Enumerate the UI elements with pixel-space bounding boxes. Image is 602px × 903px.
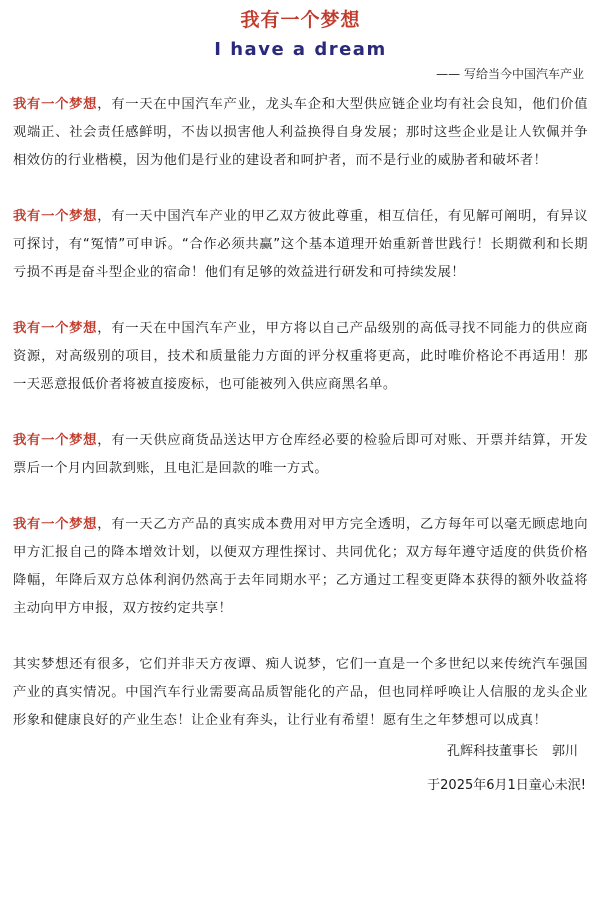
title-english: I have a dream	[214, 39, 387, 60]
paragraph-text: ，有一天乙方产品的真实成本费用对甲方完全透明，乙方每年可以毫无顾虑地向甲方汇报自己的降本增效计划，以便双方理性探讨、共同优化；双方每年遵守适度的供货价格降幅，年降后双方总体利润仍然高于去年同期水平；乙方通过工程变更降本获得的额外收益将主动向甲方申报，双方按约定共享！	[13, 517, 589, 616]
signature-name: 郭川	[551, 744, 578, 759]
paragraph-text: ，有一天在中国汽车产业，甲方将以自己产品级别的高低寻找不同能力的供应商资源，对高级别的项目，技术和质量能力方面的评分权重将更高，此时唯价格论不再适用！那一天恶意报低价者将被直接废标，也可能被列入供应商黑名单。	[13, 321, 589, 392]
paragraph-lead: 我有一个梦想	[13, 517, 98, 532]
title-chinese: 我有一个梦想	[240, 9, 361, 31]
paragraph-lead: 我有一个梦想	[13, 97, 98, 112]
paragraph-1	[13, 91, 588, 175]
closing-paragraph: 其实梦想还有很多，它们并非天方夜谭、痴人说梦，它们一直是一个多世纪以来传统汽车强国产业的真实情况。中国汽车行业需要高品质智能化的产品，但也同样呼唤让人信服的龙头企业形象和健康良好的产业生态！让企业有奔头，让行业有希望！愿有生之年梦想可以成真！	[13, 657, 588, 728]
paragraph-3	[13, 315, 588, 399]
paragraph-lead: 我有一个梦想	[13, 321, 98, 336]
dedication-line: —— 写给当今中国汽车产业	[436, 67, 584, 81]
signature-org: 孔辉科技董事长	[446, 744, 538, 759]
paragraph-lead: 我有一个梦想	[13, 209, 98, 224]
paragraph-4	[13, 427, 588, 483]
signature-date: 于2025年6月1日童心未泯!	[427, 778, 586, 793]
paragraph-text: ，有一天中国汽车产业的甲乙双方彼此尊重，相互信任，有见解可阐明，有异议可探讨，有“冤情”可申诉。“合作必须共赢”这个基本道理开始重新普世践行！长期微利和长期亏损不再是奋斗型企业的宿命！他们有足够的效益进行研发和可持续发展！	[13, 209, 589, 280]
paragraph-text: ，有一天在中国汽车产业，龙头车企和大型供应链企业均有社会良知，他们价值观端正、社会责任感鲜明，不齿以损害他人利益换得自身发展；那时这些企业是让人钦佩并争相效仿的行业楷模，因为他们是行业的建设者和呵护者，而不是行业的威胁者和破坏者！	[13, 97, 589, 168]
paragraph-5	[13, 511, 588, 623]
paragraph-2	[13, 203, 588, 287]
paragraph-text: ，有一天供应商货品送达甲方仓库经必要的检验后即可对账、开票并结算，开发票后一个月内回款到账，且电汇是回款的唯一方式。	[13, 433, 589, 476]
signature-block	[13, 741, 588, 763]
paragraph-lead: 我有一个梦想	[13, 433, 98, 448]
